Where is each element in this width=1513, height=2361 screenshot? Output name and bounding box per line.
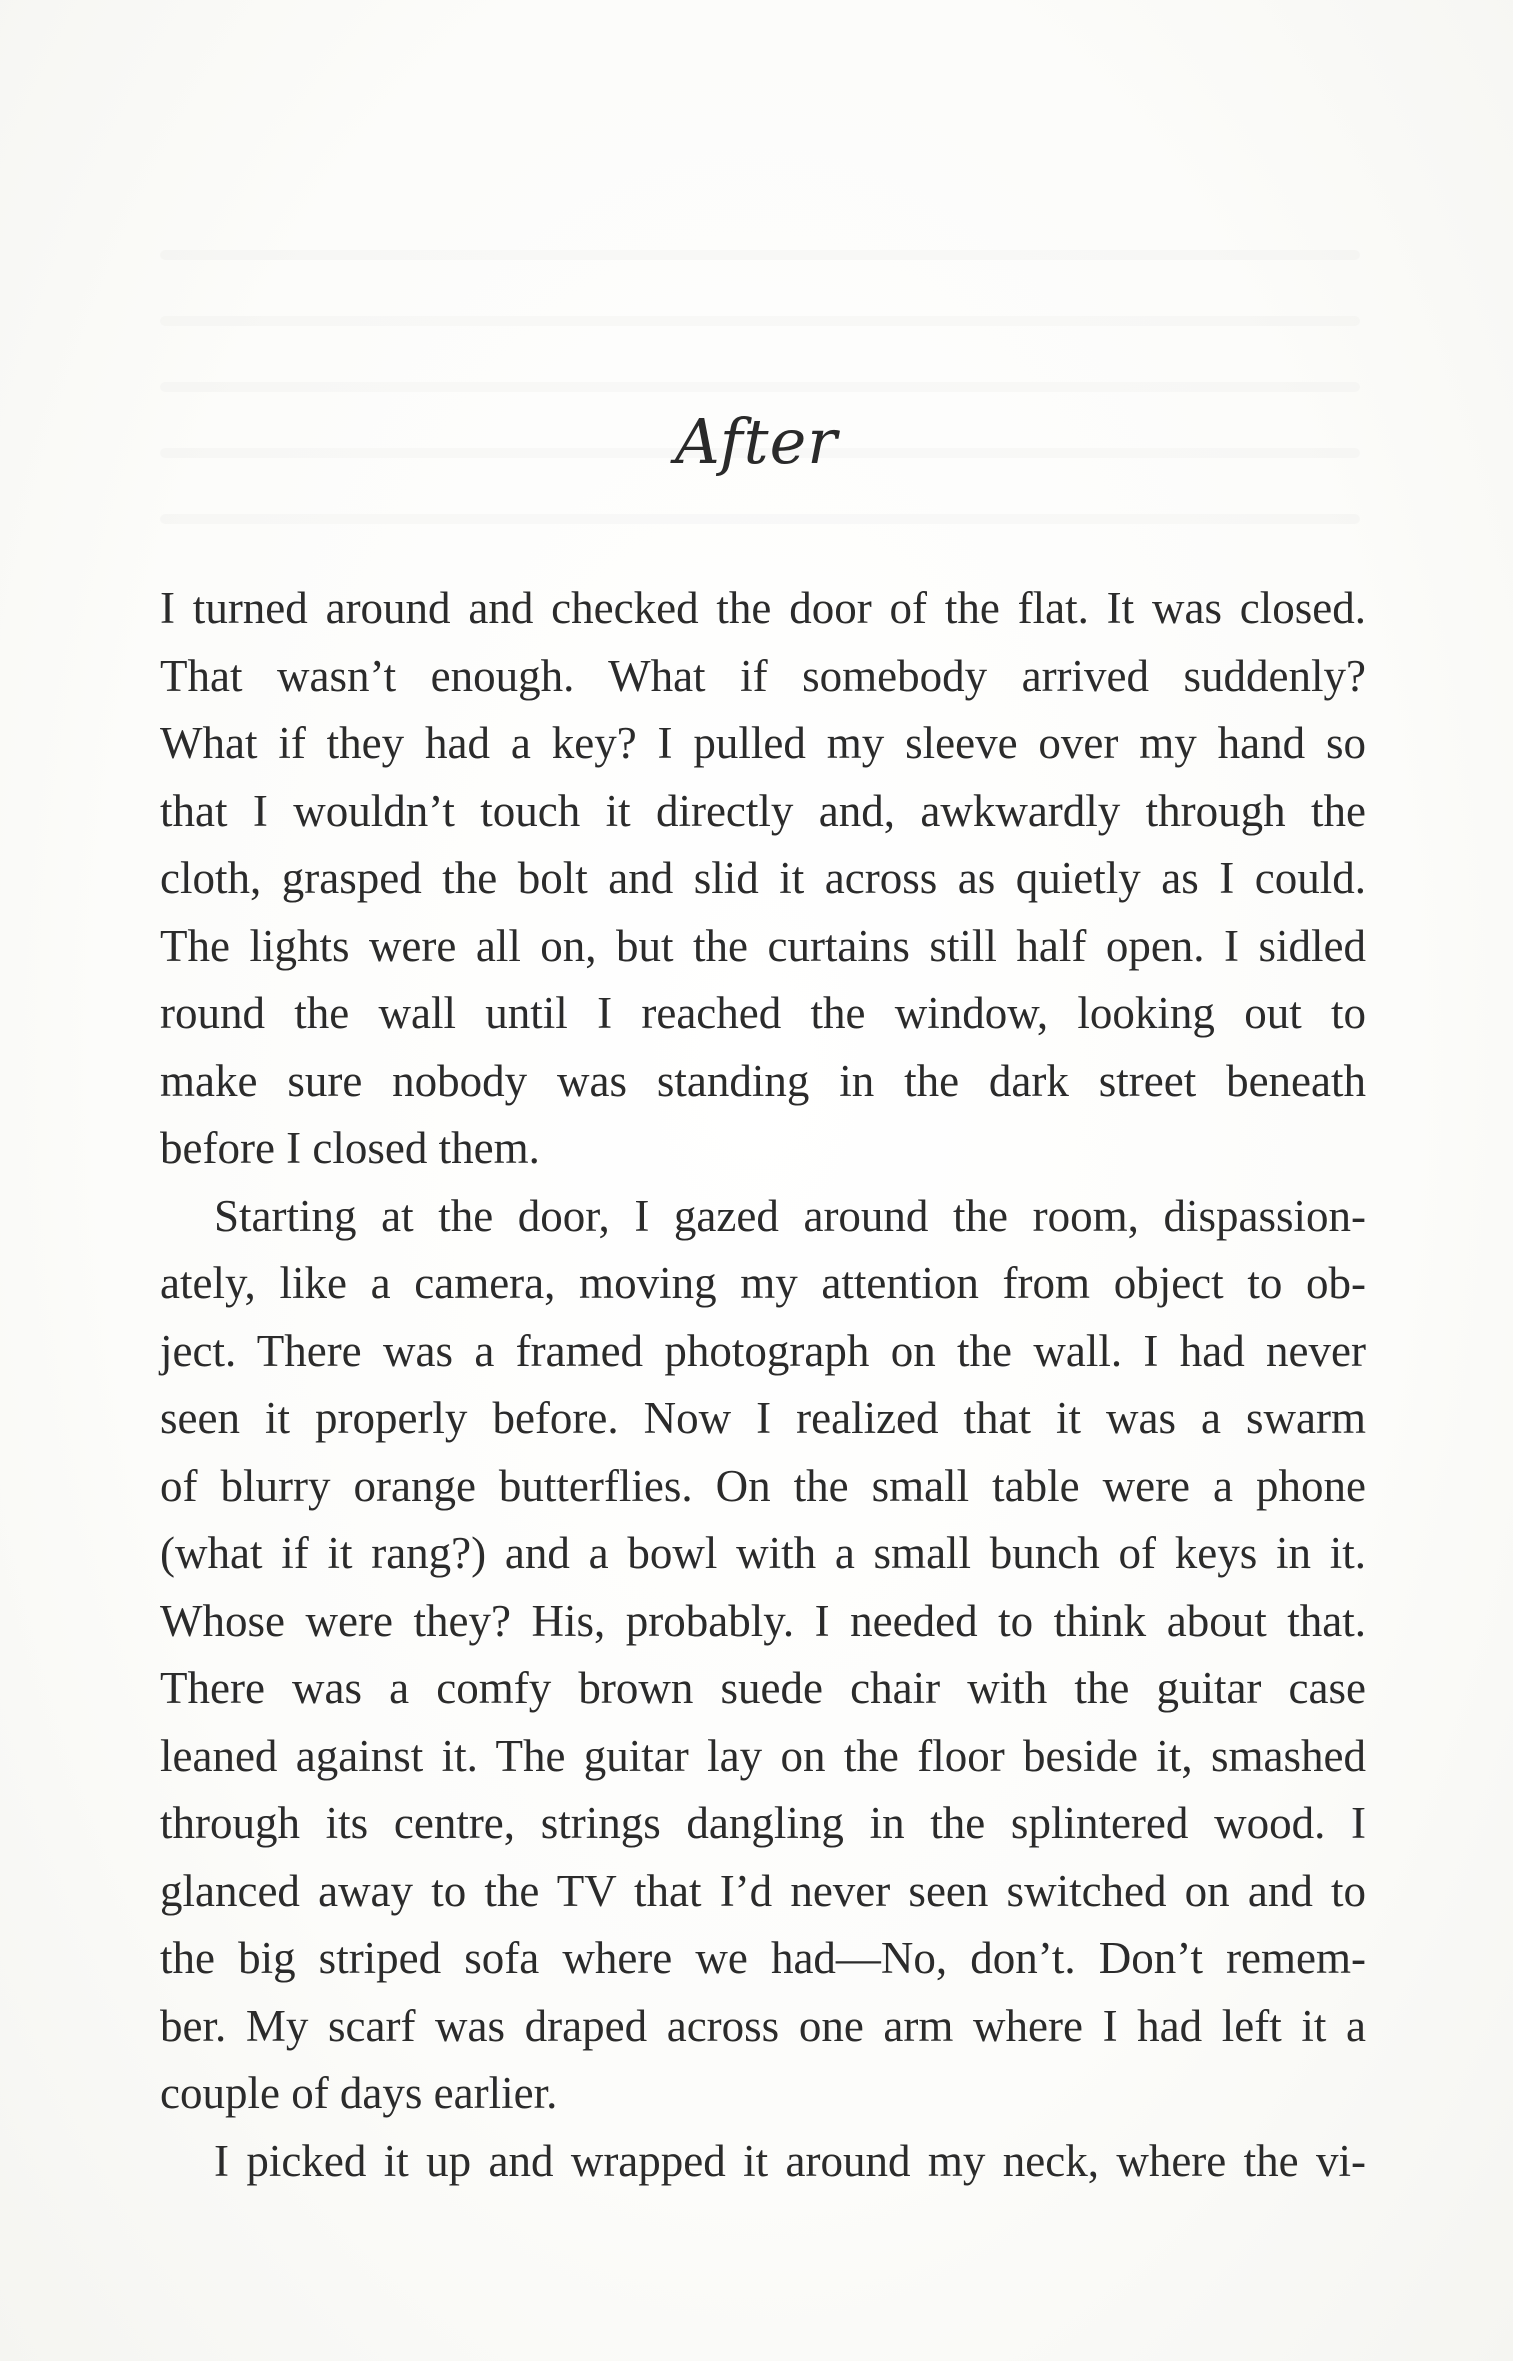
- text-line: the big striped sofa where we had—No, don’t. Don’t remem-: [160, 1933, 1366, 1983]
- text-line: cloth, grasped the bolt and slid it across as quietly as I could.: [160, 853, 1366, 903]
- text-line: That wasn’t enough. What if somebody arrived suddenly?: [160, 650, 1366, 701]
- text-line: There was a comfy brown suede chair with the guitar case: [160, 1663, 1366, 1713]
- text-line: make sure nobody was standing in the dark street beneath: [160, 1055, 1366, 1106]
- text-line: glanced away to the TV that I’d never seen switched on and to: [160, 1865, 1366, 1916]
- text-line: The lights were all on, but the curtains still half open. I sidled: [160, 920, 1366, 971]
- chapter-body: [160, 575, 1366, 2195]
- text-line: ject. There was a framed photograph on the wall. I had never: [160, 1325, 1366, 1376]
- text-line: I picked it up and wrapped it around my neck, where the vi-: [214, 2135, 1366, 2186]
- text-line: What if they had a key? I pulled my sleeve over my hand so: [160, 718, 1366, 768]
- show-through-line: [160, 316, 1360, 326]
- text-line: before I closed them.: [160, 1123, 540, 1173]
- text-line: leaned against it. The guitar lay on the floor beside it, smashed: [160, 1730, 1366, 1781]
- text-line: Whose were they? His, probably. I needed to think about that.: [160, 1595, 1366, 1646]
- text-line: I turned around and checked the door of the flat. It was closed.: [160, 583, 1366, 633]
- text-line: ately, like a camera, moving my attention from object to ob-: [160, 1258, 1366, 1308]
- text-line: couple of days earlier.: [160, 2068, 558, 2118]
- text-line: (what if it rang?) and a bowl with a small bunch of keys in it.: [160, 1528, 1366, 1578]
- paragraph: [160, 2128, 1366, 2196]
- show-through-line: [160, 382, 1360, 392]
- text-line: round the wall until I reached the window, looking out to: [160, 988, 1366, 1038]
- show-through-line: [160, 250, 1360, 260]
- text-line: ber. My scarf was draped across one arm where I had left it a: [160, 2000, 1366, 2051]
- paragraph: [160, 575, 1366, 1183]
- text-line: that I wouldn’t touch it directly and, awkwardly through the: [160, 785, 1366, 836]
- text-line: Starting at the door, I gazed around the room, dispassion-: [214, 1190, 1366, 1241]
- text-line: seen it properly before. Now I realized that it was a swarm: [160, 1393, 1366, 1443]
- chapter-title: After: [675, 405, 838, 478]
- text-line: of blurry orange butterflies. On the small table were a phone: [160, 1460, 1366, 1511]
- paragraph: [160, 1183, 1366, 2128]
- text-line: through its centre, strings dangling in the splintered wood. I: [160, 1798, 1366, 1848]
- show-through-line: [160, 514, 1360, 524]
